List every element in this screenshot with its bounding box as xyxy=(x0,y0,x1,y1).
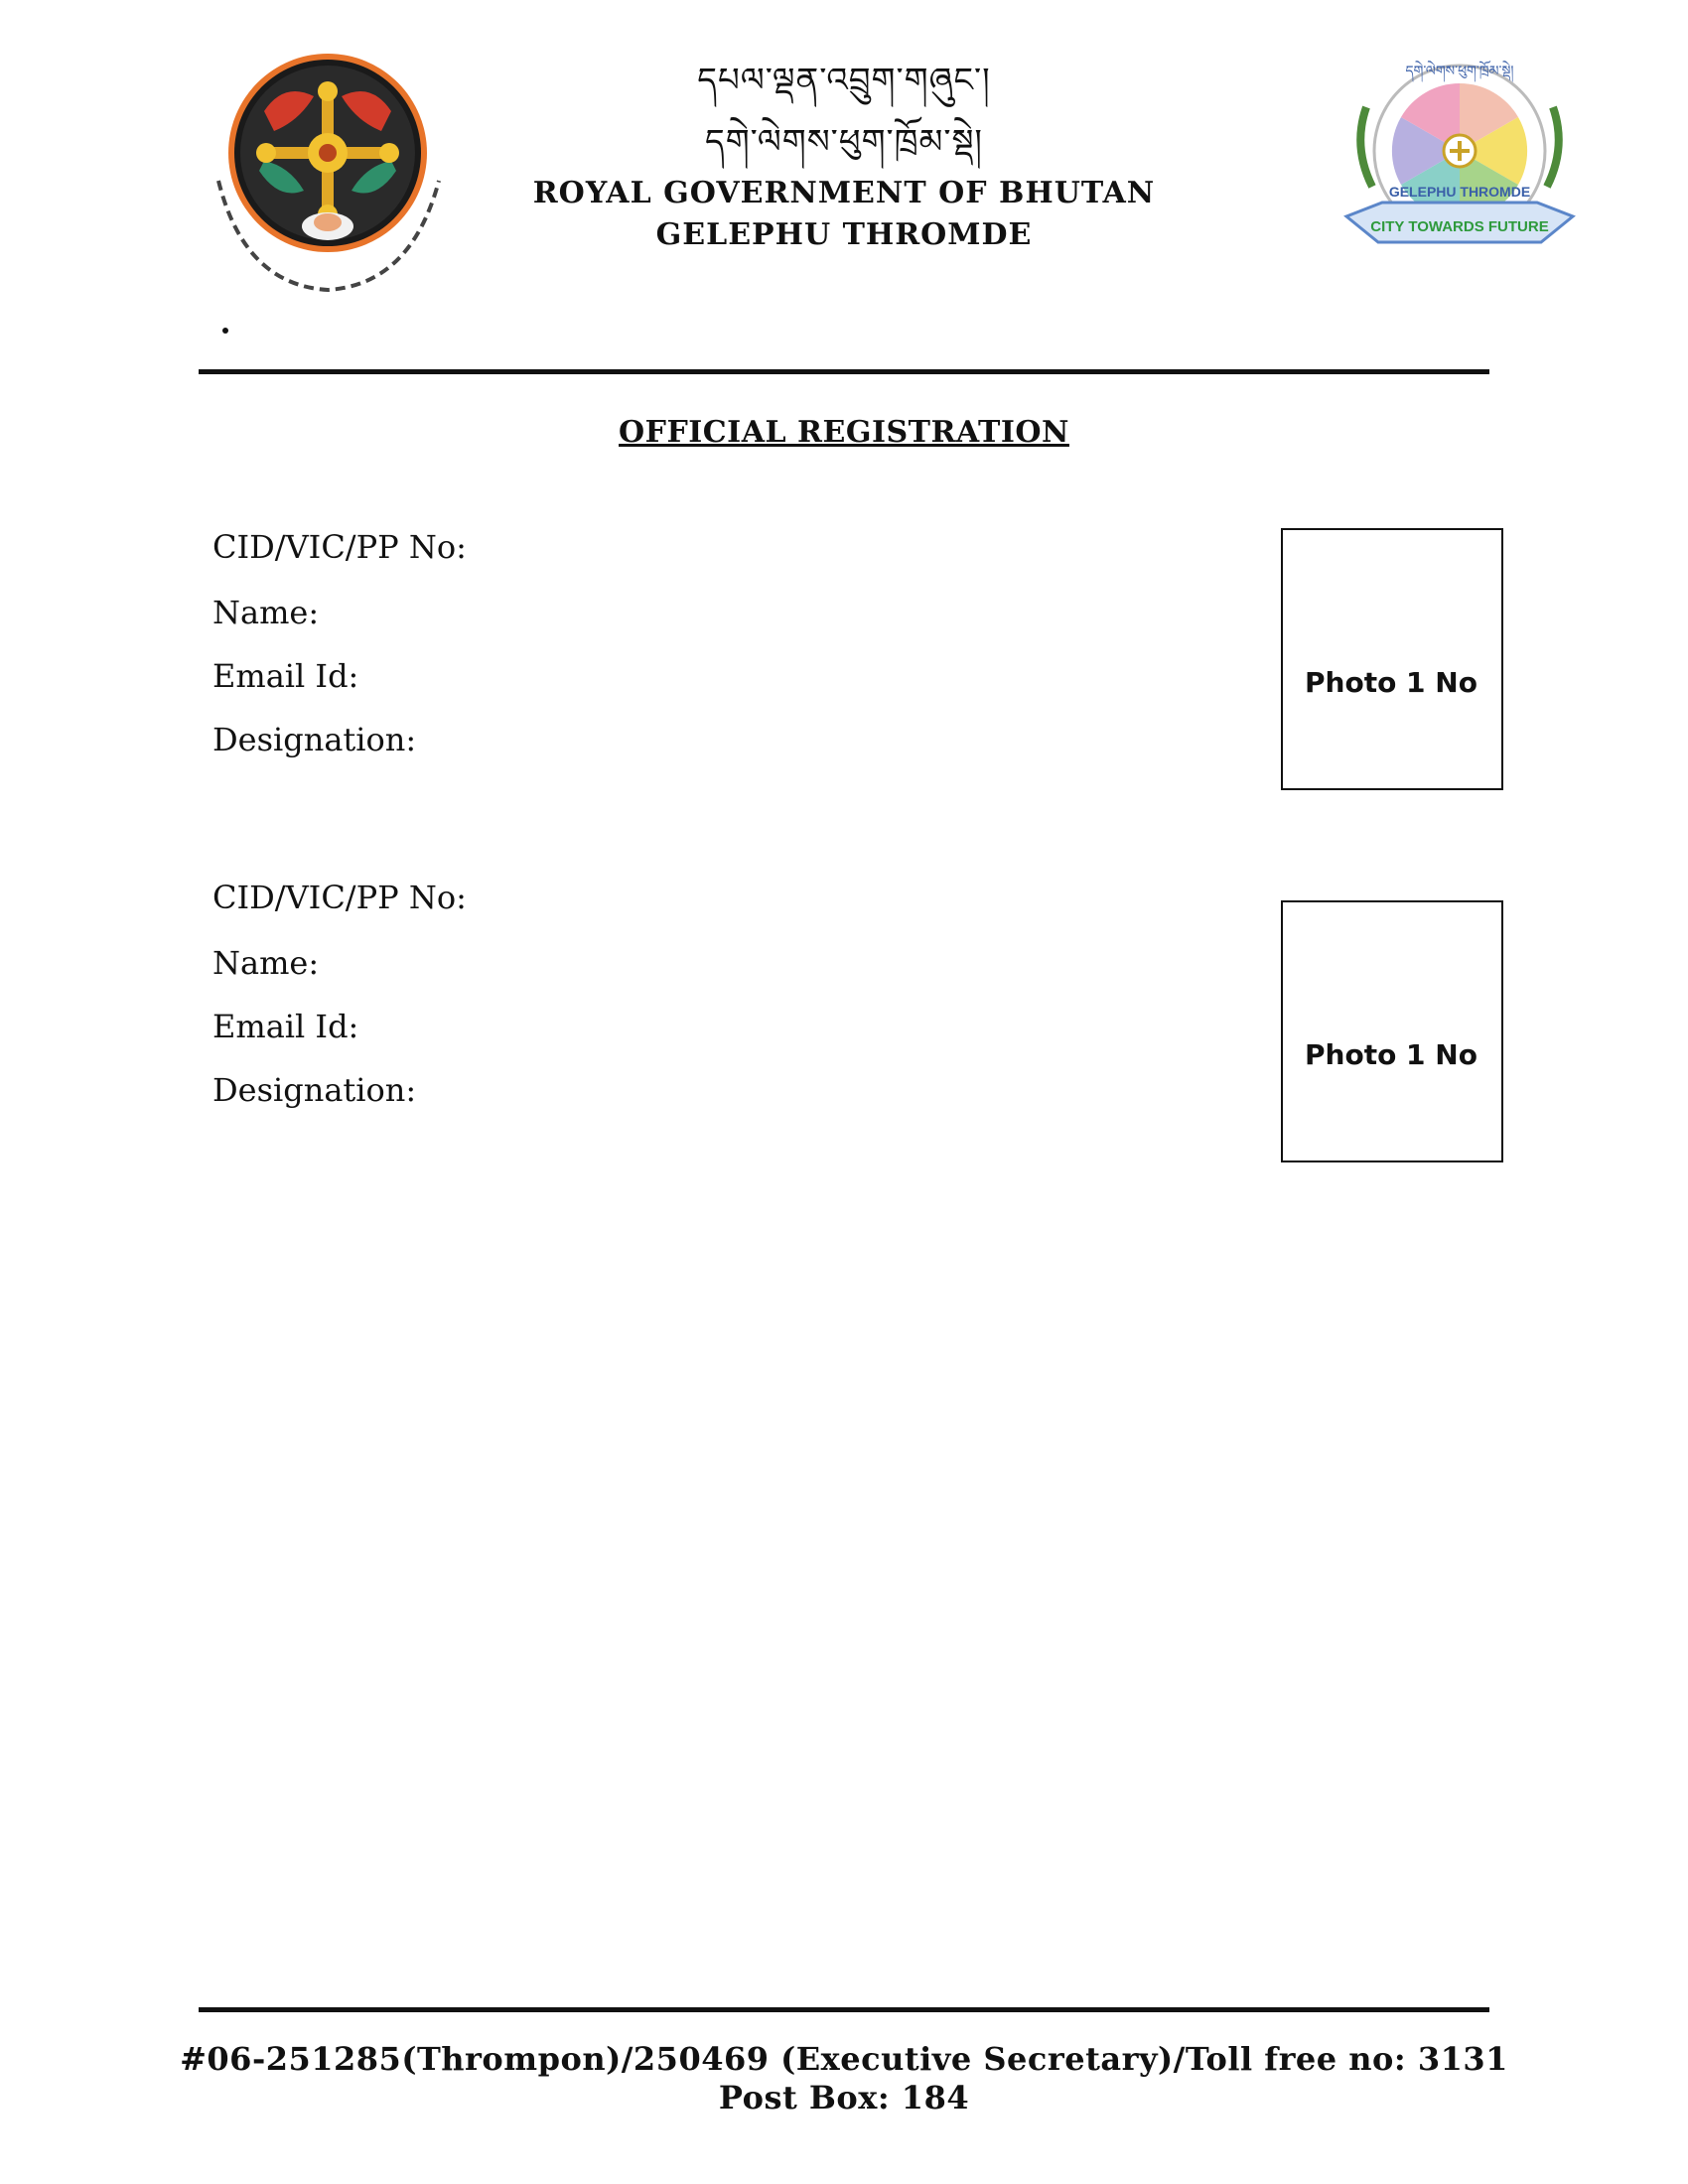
thromde-name: GELEPHU THROMDE xyxy=(655,217,1033,252)
header xyxy=(437,50,1251,256)
footer-divider xyxy=(199,2007,1489,2012)
email-field-label: Email Id: xyxy=(212,657,359,695)
logo-banner-text: CITY TOWARDS FUTURE xyxy=(1370,218,1549,235)
name-field-label: Name: xyxy=(212,594,320,631)
email-field-label: Email Id: xyxy=(212,1008,359,1045)
photo-box[interactable] xyxy=(1281,528,1503,790)
logo-name-text: GELEPHU THROMDE xyxy=(1388,184,1531,200)
header-divider xyxy=(199,369,1489,374)
dzongkha-thromde-name: དགེ་ལེགས་ཕུག་ཁྲོམ་སྡེ། xyxy=(705,122,983,162)
stray-dot xyxy=(222,328,228,334)
photo-box[interactable] xyxy=(1281,900,1503,1162)
photo-box-label: Photo 1 No xyxy=(1305,1038,1477,1071)
footer-post-box: Post Box: 184 xyxy=(718,2079,970,2116)
cid-field-label: CID/VIC/PP No: xyxy=(212,528,467,566)
designation-field-label: Designation: xyxy=(212,721,417,758)
footer-contacts: #06-251285(Thrompon)/250469 (Executive Secretary)/Toll free no: 3131 xyxy=(180,2040,1508,2078)
royal-emblem-logo xyxy=(205,52,463,300)
gelephu-thromde-logo xyxy=(1342,48,1591,276)
dzongkha-government-name: དཔལ་ལྡན་འབྲུག་གཞུང་། xyxy=(697,61,991,100)
photo-box-label: Photo 1 No xyxy=(1305,666,1477,699)
government-name: ROYAL GOVERNMENT OF BHUTAN xyxy=(532,176,1156,210)
name-field-label: Name: xyxy=(212,944,320,982)
document-title: OFFICIAL REGISTRATION xyxy=(619,415,1069,450)
designation-field-label: Designation: xyxy=(212,1071,417,1109)
cid-field-label: CID/VIC/PP No: xyxy=(212,879,467,916)
logo-dzongkha-text: དགེ་ལེགས་ཕུག་ཁྲོམ་སྡེ། xyxy=(1405,64,1514,79)
